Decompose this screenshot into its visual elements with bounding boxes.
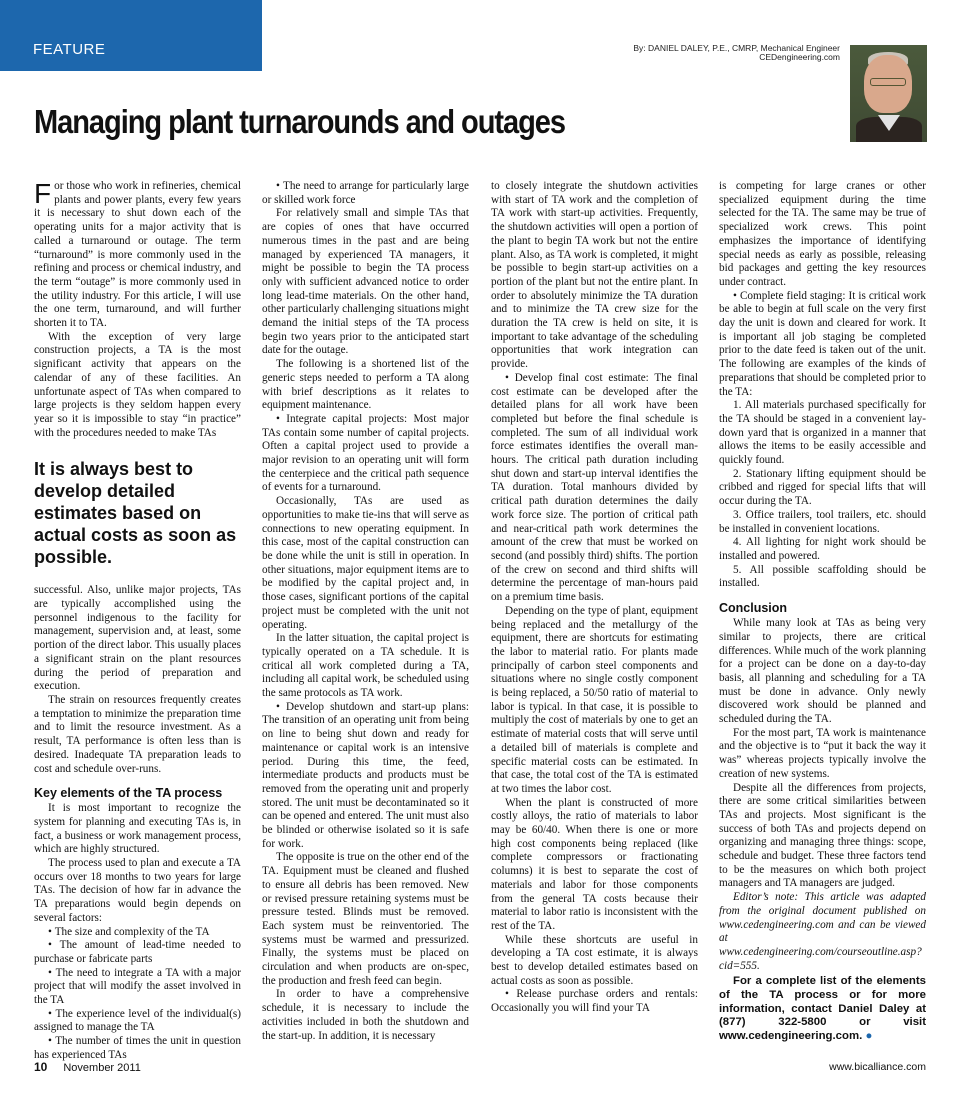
bullet-item: • Complete field staging: It is critical work be able to begin at full scale on the very first day the unit is down and cleared for work. It is important all job staging be completed prior to the date feed is taken out of the unit. The following are examples of the kinds of preparations that should be completed prior to the TA: [719, 290, 926, 400]
paragraph: The process used to plan and execute a TA occurs over 18 months to two years for large TAs. The decision of how far in advance the TA preparations would begin depends on several factors: [34, 857, 241, 924]
issue-date: November 2011 [63, 1062, 141, 1074]
bullet-item: • The number of times the unit in question has experienced TAs [34, 1035, 241, 1062]
paragraph: The strain on resources frequently creates a temptation to minimize the preparation time and to limit the resource investment. As a result, TA performance is often less than is desired. Inadequate TA preparation leads to cost and schedule over-runs. [34, 693, 241, 775]
section-heading: Conclusion [719, 601, 788, 616]
paragraph: to closely integrate the shutdown activities with start of TA work and the completion of TA work with start-up activities. Frequently, the shutdown activities will open a portion of the plant to begin TA work but not the entire plant. Also, as TA work is completed, it might be possible to begin start-up activities on a portion of the plant but not the entire plant. In order to absolutely minimize the TA duration and to minimize the TA crew size for the duration the TA crew is held on site, it is important to take advantage of the scheduling opportunities that work integration can provide. [491, 180, 698, 371]
bullet-item: • The size and complexity of the TA [34, 926, 241, 940]
paragraph: Occasionally, TAs are used as opportunities to make tie-ins that will serve as connections to new operating equipment. In this case, most of the capital construction can be done while the unit is still in operation. In other situations, major equipment items are to be modified by the capital project and, in those cases, significant portions of the capital project must be completed with the unit not operating. [262, 495, 469, 631]
paragraph: In the latter situation, the capital project is typically operated on a TA schedule. It is critical all work completed during a TA, including all capital work, be scheduled using the same protocols as TA work. [262, 632, 469, 700]
bullet-item: • Release purchase orders and rentals: Occasionally you will find your TA [491, 988, 698, 1015]
footer-site: www.bicalliance.com [829, 1061, 926, 1073]
byline [633, 44, 840, 62]
paragraph: While these shortcuts are useful in developing a TA cost estimate, it is always best to develop detailed estimates based on actual costs as soon as possible. [491, 933, 698, 987]
byline-site: CEDengineering.com [759, 52, 840, 62]
column-4 [719, 180, 926, 1043]
paragraph: With the exception of very large construction projects, a TA is the most significant activity that appears on the calendar of any of these facilities. An unfortunate aspect of TAs when compared to large projects is they seldom happen every year so it is impossible to stay “in practice” with the procedures needed to make TAs [34, 330, 241, 439]
paragraph: For relatively small and simple TAs that are copies of ones that have occurred numerous times in the past and are being managed by experienced TA managers, it might be possible to begin the TA process only with sufficient advanced notice to order long lead-time materials. On the other hand, other particularly challenging situations might demand the initial steps of the TA process begin two years prior to the anticipated start date for the outage. [262, 207, 469, 357]
section-label: FEATURE [33, 41, 106, 58]
paragraph: Depending on the type of plant, equipment being replaced and the metallurgy of the equipment, there are shortcuts for estimating the labor to material ratio. For plants made principally of carbon steel components and situations where no single costly component is being replaced, a 50/50 ratio of material to labor is typical. In that case, it is possible to multiply the cost of materials by one to get an estimate of material costs that will serve until a detailed bill of materials is complete and specific material costs can be estimated. In that case, the total cost of the TA is estimated at two times the labor cost. [491, 604, 698, 795]
bullet-item: • The need to arrange for particularly large or skilled work force [262, 180, 469, 207]
drop-cap: F [34, 178, 52, 209]
paragraph: While many look at TAs as being very similar to projects, there are critical differences. While much of the work planning for a project can be done on a day-to-day basis, all planning and scheduling for a TA must be done in advance. Only newly discovered work should be planned and scheduled during the TA. [719, 617, 926, 726]
column-3 [491, 180, 698, 1016]
pull-quote: It is always best to develop detailed estimates based on actual costs as soon as possible. [34, 459, 237, 568]
paragraph: is competing for large cranes or other specialized equipment during the time selected for the TA. The same may be true of specialized work crews. This point emphasizes the importance of identifying special needs as early as possible, releasing bid packages and getting the key resources under contract. [719, 180, 926, 288]
paragraph: The following is a shortened list of the generic steps needed to perform a TA along with brief descriptions as it relates to equipment maintenance. [262, 358, 469, 412]
bullet-item: • Develop final cost estimate: The final cost estimate can be developed after the detailed plans for all work have been completed but before the final schedule is completed. The sum of all individual work force estimates identifies the overall man-hours. The critical path duration including shut down and start-up interval identifies the TA duration. Total manhours divided by critical path duration determines the daily work force size. The portion of critical path and near-critical path work determines the amount of the crew that must be worked on second (and possibly third) shifts. The portion of the crew on second and third shifts will determine the percentage of man-hours paid on a premium time basis. [491, 372, 698, 605]
bullet-item: • The need to integrate a TA with a major project that will modify the asset involved in the TA [34, 967, 241, 1008]
contact-text: For a complete list of the elements of the TA process or for more information, contact Daniel Daley at (877) 322-5800 or visit www.cedengineering.com. [719, 975, 926, 1042]
numbered-item: 2. Stationary lifting equipment should be cribbed and rigged for special lifts that will occur during the TA. [719, 467, 926, 508]
page-number: 10 [34, 1060, 48, 1074]
editors-note: Editor’s note: This article was adapted from the original document published on www.cedengineering.com and can be viewed at www.cedengineering.com/courseoutline.asp?cid=555. [719, 891, 926, 972]
end-mark-icon: ● [865, 1029, 873, 1042]
paragraph: The opposite is true on the other end of the TA. Equipment must be cleaned and flushed to ensure all debris has been removed. New or revised pressure retaining systems must be pressure tested. Blinds must be removed. Each system must be reinventoried. The systems must be warmed and pressurized. Finally, the systems must be placed on circulation and when products are on-spec, the production and fresh feed can begin. [262, 851, 469, 987]
bullet-item: • Develop shutdown and start-up plans: The transition of an operating unit from being on line to being shut down and ready for maintenance or capital work is an intensive period. During this time, the feed, intermediate products and products must be removed from the operating unit and properly stored. The unit must be decontaminated so it can be opened and entered. The unit must also be blinded or otherwise isolated so it is safe for work. [262, 701, 469, 852]
byline-author: By: DANIEL DALEY, P.E., CMRP, Mechanical Engineer [633, 43, 840, 53]
article-title: Managing plant turnarounds and outages [34, 103, 566, 140]
column-2 [262, 180, 469, 1043]
paragraph: For the most part, TA work is maintenance and the objective is to “put it back the way it was” whereas projects typically involve the creation of new systems. [719, 726, 926, 780]
numbered-item: 4. All lighting for night work should be installed and powered. [719, 536, 926, 562]
column-1 [34, 180, 241, 1063]
paragraph: Despite all the differences from projects, there are some critical similarities between TAs and projects. Most significant is the success of both TAs and projects depend on organizing and managing three things: scope, schedule and budget. These three factors tend to be the measures on which both project managers and TA managers are judged. [719, 781, 926, 890]
paragraph: successful. Also, unlike major projects, TAs are typically accomplished using the personnel indigenous to the facility for management, supervision and, at least, some portion of the direct labor. This usually places a significant strain on the plant resources during the period of preparation and execution. [34, 584, 241, 693]
section-heading: Key elements of the TA process [34, 786, 223, 801]
numbered-item: 1. All materials purchased specifically for the TA should be staged in a convenient lay-down yard that is organized in a manner that allows the items to be easily accessible and quickly found. [719, 399, 926, 467]
paragraph: It is most important to recognize the system for planning and executing TAs is, in fact, a business or work management process, which are highly structured. [34, 802, 241, 856]
author-photo [850, 45, 927, 142]
bullet-item: • The amount of lead-time needed to purchase or fabricate parts [34, 939, 241, 966]
numbered-item: 3. Office trailers, tool trailers, etc. should be installed in convenient locations. [719, 508, 926, 535]
contact-info [719, 975, 926, 1043]
bullet-item: • Integrate capital projects: Most major TAs contain some number of capital projects. Often a capital project used to provide a major revision to an operating unit will form the centerpiece and the critical path sequence of events for a turnaround. [262, 413, 469, 495]
numbered-item: 5. All possible scaffolding should be installed. [719, 563, 926, 590]
paragraph: In order to have a comprehensive schedule, it is necessary to include the activities included in both the shutdown and the start-up. In addition, it is necessary [262, 988, 469, 1042]
footer-folio [34, 1060, 141, 1074]
bullet-item: • The experience level of the individual(s) assigned to manage the TA [34, 1008, 241, 1035]
section-tab [0, 0, 262, 71]
paragraph: or those who work in refineries, chemical plants and power plants, every few years it is necessary to shut down each of the operating units for a major activity that is called a turnaround or outage. The term “turnaround” is more commonly used in the refining and process or chemical industry, and the term “outage” is more commonly used in the utility industry. For this article, I will use the one term, turnaround, and will further shorten it to TA. [34, 180, 241, 330]
paragraph: When the plant is constructed of more costly alloys, the ratio of materials to labor may be 60/40. When there is one or more high cost components being replaced (like complete compressors or fractionating columns) it is best to separate the cost of materials and labor for those components from the general TA costs because their material to labor ratio is inconsistent with the rest of the TA. [491, 796, 698, 932]
